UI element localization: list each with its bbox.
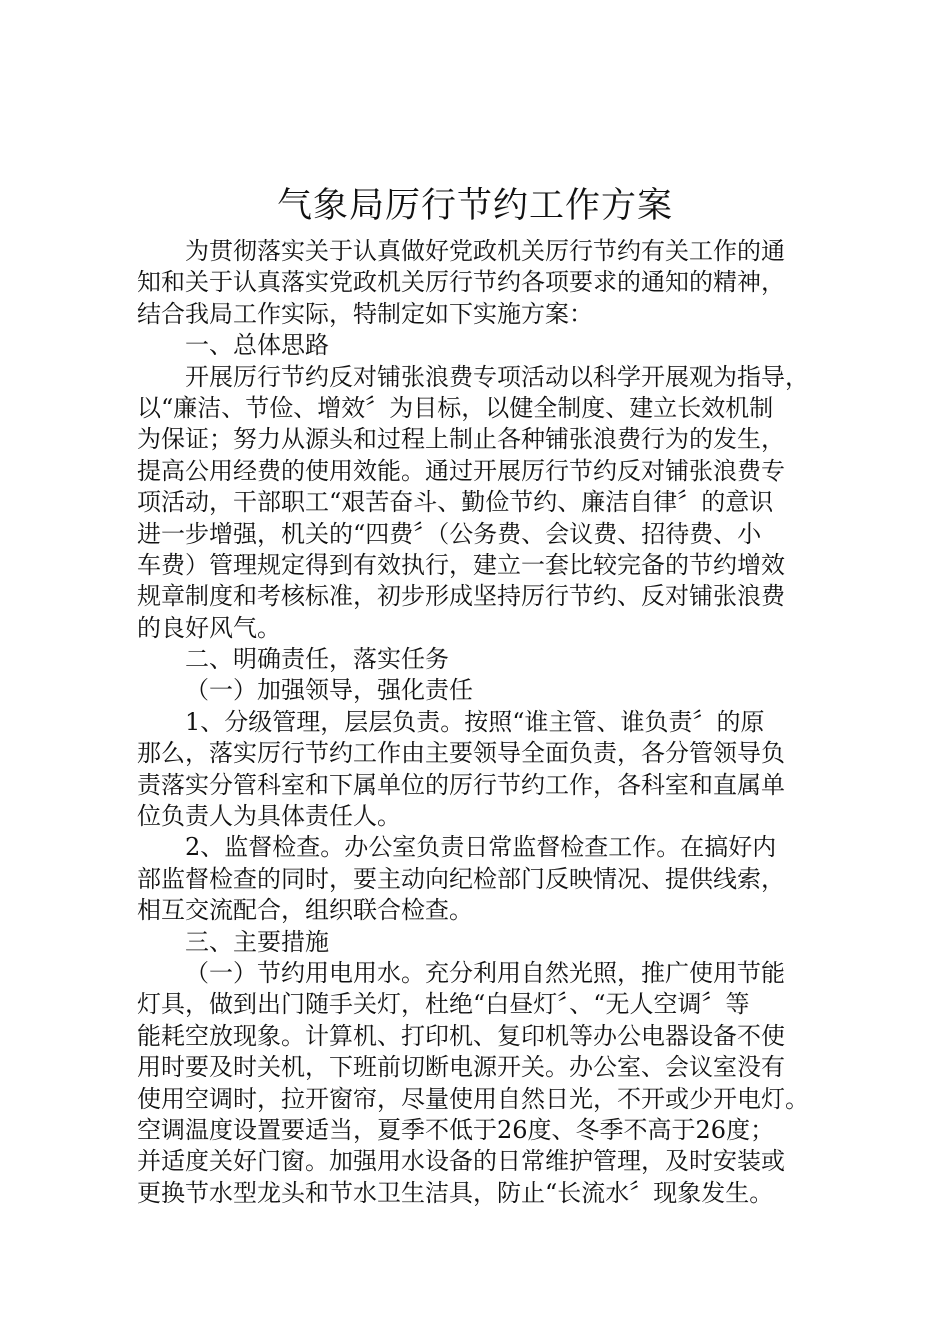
text-line: 相互交流配合，组织联合检查。: [137, 896, 473, 925]
text-line: 能耗空放现象。计算机、打印机、复印机等办公电器设备不使: [137, 1021, 785, 1050]
text-line: 更换节水型龙头和节水卫生洁具，防止“长流水〞现象发生。: [137, 1178, 774, 1207]
text-line: 2、监督检查。办公室负责日常监督检查工作。在搞好内: [185, 833, 777, 862]
text-line: 项活动，干部职工“艰苦奋斗、勤俭节约、廉洁自律〞的意识: [137, 488, 774, 517]
text-line: （一）加强领导，强化责任: [185, 676, 473, 705]
text-line: 并适度关好门窗。加强用水设备的日常维护管理，及时安装或: [137, 1147, 785, 1176]
text-line: 用时要及时关机，下班前切断电源开关。办公室、会议室没有: [137, 1053, 785, 1082]
text-line: 为保证；努力从源头和过程上制止各种铺张浪费行为的发生，: [137, 425, 785, 454]
text-line: 一、总体思路: [185, 331, 329, 360]
text-line: 规章制度和考核标准，初步形成坚持厉行节约、反对铺张浪费: [137, 582, 785, 611]
text-line: 部监督检查的同时，要主动向纪检部门反映情况、提供线索，: [137, 864, 785, 893]
text-line: 1、分级管理，层层负责。按照“谁主管、谁负责〞的原: [185, 707, 765, 736]
text-line: 三、主要措施: [185, 927, 329, 956]
text-line: 进一步增强，机关的“四费〞（公务费、会议费、招待费、小: [137, 519, 762, 548]
document-body: [137, 236, 837, 1209]
text-line: 结合我局工作实际，特制定如下实施方案：: [137, 299, 593, 328]
text-line: 使用空调时，拉开窗帘，尽量使用自然日光，不开或少开电灯。: [137, 1084, 809, 1113]
text-line: 二、明确责任，落实任务: [185, 645, 449, 674]
text-line: 的良好风气。: [137, 613, 281, 642]
text-line: 空调温度设置要适当，夏季不低于26度、冬季不高于26度；: [137, 1115, 775, 1144]
text-line: 责落实分管科室和下属单位的厉行节约工作，各科室和直属单: [137, 770, 785, 799]
text-line: 开展厉行节约反对铺张浪费专项活动以科学开展观为指导，: [185, 362, 809, 391]
text-line: 车费）管理规定得到有效执行，建立一套比较完备的节约增效: [137, 550, 785, 579]
text-line: 以“廉洁、节俭、增效〞为目标，以健全制度、建立长效机制: [137, 393, 774, 422]
text-line: 提高公用经费的使用效能。通过开展厉行节约反对铺张浪费专: [137, 456, 785, 485]
text-line: 为贯彻落实关于认真做好党政机关厉行节约有关工作的通: [185, 237, 785, 265]
document-title: 气象局厉行节约工作方案: [276, 186, 673, 226]
text-line: 那么，落实厉行节约工作由主要领导全面负责，各分管领导负: [137, 739, 785, 768]
text-line: 灯具，做到出门随手关灯，杜绝“白昼灯〞、“无人空调〞等: [137, 990, 750, 1019]
text-line: 位负责人为具体责任人。: [137, 802, 401, 831]
text-line: （一）节约用电用水。充分利用自然光照，推广使用节能: [185, 958, 785, 987]
text-line: 知和关于认真落实党政机关厉行节约各项要求的通知的精神，: [137, 268, 785, 297]
